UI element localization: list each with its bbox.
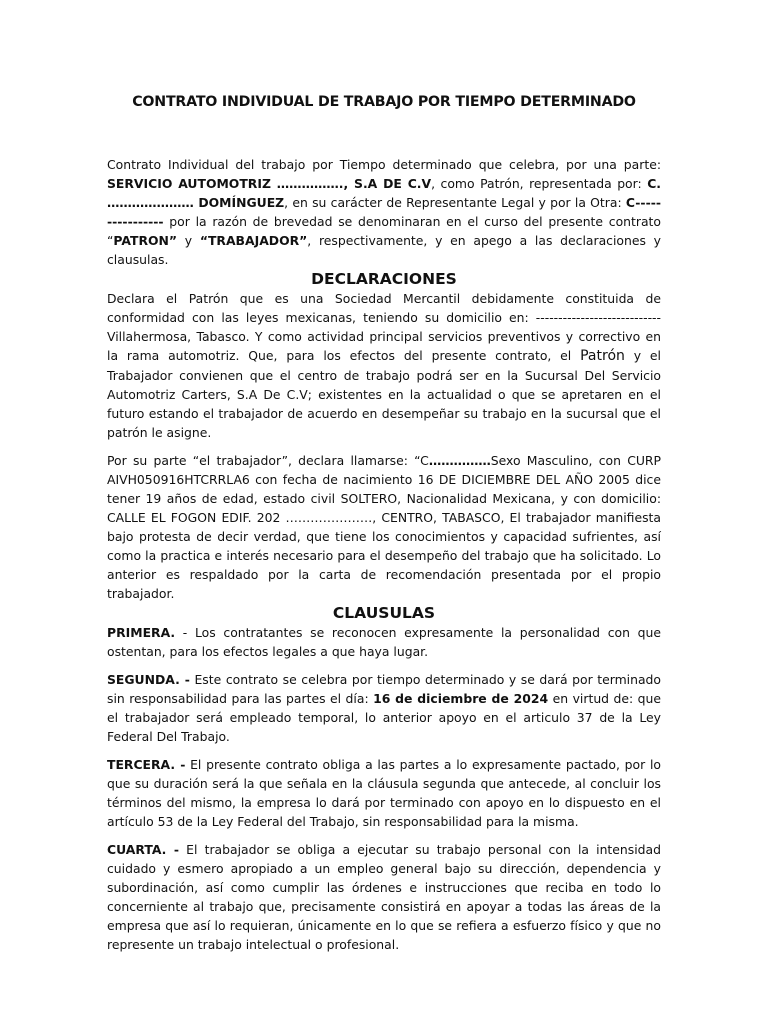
declaracion-trabajador-paragraph <box>107 451 661 603</box>
clause-text: - Los contratantes se reconocen expresamente la personalidad con que ostentan, para los efectos legales a que haya lugar. <box>107 625 661 659</box>
clausula-segunda <box>107 670 661 746</box>
paragraph-text: Por su parte “el trabajador”, declara llamarse: “C <box>107 453 429 468</box>
patron-word: Patrón <box>580 348 625 364</box>
clause-label: SEGUNDA. - <box>107 672 190 687</box>
worker-name: C---------------- <box>107 195 661 229</box>
declaraciones-heading: DECLARACIONES <box>311 270 457 288</box>
intro-text: Contrato Individual del trabajo por Tiempo determinado que celebra, por una parte: <box>107 157 661 172</box>
clause-text: Este contrato se celebra por tiempo determinado y se dará por terminado sin responsabilidad para las partes el día: <box>107 672 662 706</box>
trabajador-term: “TRABAJADOR” <box>199 233 308 248</box>
intro-text: , como Patrón, representada por: <box>431 176 648 191</box>
clause-label: PRIMERA. <box>107 625 176 640</box>
intro-text: y <box>177 233 200 248</box>
declaracion-patron-paragraph <box>107 289 661 442</box>
intro-text: , en su carácter de Representante Legal y por la Otra: <box>284 195 626 210</box>
clause-label: CUARTA. - <box>107 842 180 857</box>
clausulas-heading: CLAUSULAS <box>332 604 436 622</box>
company-name: SERVICIO AUTOMOTRIZ ……………., S.A DE C.V <box>107 176 432 191</box>
clause-text: El trabajador se obliga a ejecutar su trabajo personal con la intensidad cuidado y esmero apropiado a un empleo general bajo su dirección, dependencia y subordinación, así como cumplir las órdenes e instrucciones que reciba en todo lo concerniente al trabajo que, precisamente consistirá en apoyar a todas las áreas de la empresa que así lo requieran, únicamente en lo que se refiera a esfuerzo físico y que no represente un trabajo intelectual o profesional. <box>107 842 661 952</box>
document-title: CONTRATO INDIVIDUAL DE TRABAJO POR TIEMPO DETERMINADO <box>132 94 636 110</box>
intro-text: por la razón de brevedad se denominaran en el curso del presente contrato “ <box>107 214 661 248</box>
clausula-cuarta <box>107 840 661 954</box>
intro-paragraph <box>107 155 661 269</box>
paragraph-text: y el Trabajador convienen que el centro de trabajo podrá ser en la Sucursal Del Servicio Automotriz Carters, S.A De C.V; existentes en la actualidad o que se apretaren en el futuro estando el trabajador de acuerdo en desempeñar su trabajo en la sucursal que el patrón le asigne. <box>107 348 661 440</box>
termination-date: 16 de diciembre de 2024 <box>373 691 549 706</box>
clausula-tercera <box>107 755 661 831</box>
clausula-primera <box>107 623 661 661</box>
patron-term: PATRON” <box>113 233 178 248</box>
legal-representative: C. ………………… DOMÍNGUEZ <box>107 176 661 210</box>
clause-text: en virtud de: que el trabajador será empleado temporal, lo anterior apoyo en el articulo 37 de la Ley Federal Del Trabajo. <box>107 691 661 744</box>
intro-text: , respectivamente, y en apego a las declaraciones y clausulas. <box>107 233 661 267</box>
paragraph-text: Declara el Patrón que es una Sociedad Mercantil debidamente constituida de conformidad con las leyes mexicanas, teniendo su domicilio en: ---------------------------- Villahermosa, Tabasco. Y como actividad principal servicios preventivos y correctivo en la rama automotriz. Que, para los efectos del presente contrato, el <box>107 291 661 363</box>
worker-name-blank: …………… <box>428 453 491 468</box>
paragraph-text: Sexo Masculino, con CURP AIVH050916HTCRRLA6 con fecha de nacimiento 16 DE DICIEMBRE DEL AÑO 2005 dice tener 19 años de edad, estado civil SOLTERO, Nacionalidad Mexicana, y con domicilio: CALLE EL FOGON EDIF. 202 …………………, CENTRO, TABASCO, El trabajador manifiesta bajo protesta de decir verdad, que tiene los conocimientos y capacidad sufrientes, así como la practica e interés necesario para el desempeño del trabajo que ha solicitado. Lo anterior es respaldado por la carta de recomendación presentada por el propio trabajador. <box>107 453 661 601</box>
clause-text: El presente contrato obliga a las partes a lo expresamente pactado, por lo que su duración será la que señala en la cláusula segunda que antecede, al concluir los términos del mismo, la empresa lo dará por terminado con apoyo en lo dispuesto en el artículo 53 de la Ley Federal del Trabajo, sin responsabilidad para la misma. <box>107 757 661 829</box>
clause-label: TERCERA. - <box>107 757 186 772</box>
